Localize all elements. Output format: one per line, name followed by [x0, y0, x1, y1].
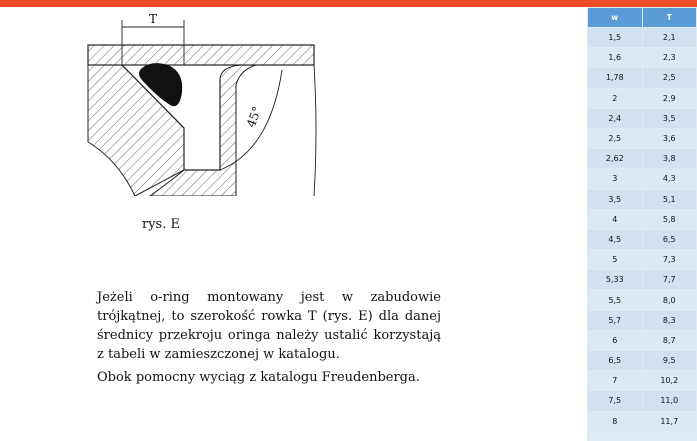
cell-w: 8 [588, 412, 642, 431]
table-row [588, 290, 696, 309]
figure-caption: rys. E [142, 217, 180, 232]
table-row [588, 129, 696, 148]
cell-t: 2,1 [643, 28, 697, 47]
cell-w: 7,5 [588, 391, 642, 410]
table-row [588, 391, 696, 410]
cell-t: 8,3 [643, 311, 697, 330]
table-row [588, 412, 696, 431]
triangular-groove-drawing [80, 10, 325, 196]
cell-t: 8,7 [643, 331, 697, 350]
cell-w: 2,4 [588, 109, 642, 128]
cell-t: 2,9 [643, 89, 697, 108]
cell-w: 3 [588, 169, 642, 188]
cell-t: 11,0 [643, 391, 697, 410]
table-row [588, 311, 696, 330]
table-row [588, 270, 696, 289]
cell-w: 1,5 [588, 28, 642, 47]
cell-w: 2 [588, 89, 642, 108]
body-text [97, 288, 441, 387]
cell-w: 5,7 [588, 311, 642, 330]
cell-t: 5,1 [643, 190, 697, 209]
cell-t: 4,3 [643, 169, 697, 188]
cell-t: 11,7 [643, 412, 697, 431]
paragraph-2: Obok pomocny wyciąg z katalogu Freudenberga. [97, 370, 420, 385]
cell-t: 8,0 [643, 290, 697, 309]
cell-t: 9,5 [643, 351, 697, 370]
break-line [314, 65, 316, 196]
cell-t: 5,8 [643, 210, 697, 229]
table-row [588, 250, 696, 269]
table-row [588, 190, 696, 209]
table-row [588, 89, 696, 108]
cell-w: 5,5 [588, 290, 642, 309]
table-row [588, 169, 696, 188]
table-row [588, 149, 696, 168]
cell-w: 2,5 [588, 129, 642, 148]
cell-w: 1,78 [588, 68, 642, 87]
table-row [588, 109, 696, 128]
cell-t: 7,3 [643, 250, 697, 269]
cell-t: 3,5 [643, 109, 697, 128]
header-t: T [643, 8, 697, 27]
table-row [588, 371, 696, 390]
cell-t: 2,3 [643, 48, 697, 67]
table-row [588, 48, 696, 67]
dimension-table [587, 7, 697, 441]
paragraph-1: Jeżeli o-ring montowany jest w zabudowie trójkątnej, to szerokość rowka T (rys. E) dla danej średnicy przekroju oringa należy ustalić korzystają z tabeli w zamieszczonej w katalogu. [97, 290, 441, 362]
table-row [588, 28, 696, 47]
cell-w: 5,33 [588, 270, 642, 289]
cell-t: 2,5 [643, 68, 697, 87]
cell-w: 6 [588, 331, 642, 350]
table-row [588, 68, 696, 87]
angle-label: 45° [243, 104, 265, 130]
cell-t: 3,8 [643, 149, 697, 168]
table-row [588, 210, 696, 229]
cell-w: 3,5 [588, 190, 642, 209]
table-row [588, 230, 696, 249]
cell-t: 6,5 [643, 230, 697, 249]
t-dimension-label: T [148, 12, 158, 26]
cell-w: 4,5 [588, 230, 642, 249]
table-row [588, 351, 696, 370]
cell-t: 7,7 [643, 270, 697, 289]
cell-w: 7 [588, 371, 642, 390]
cell-w: 4 [588, 210, 642, 229]
top-accent-bar [0, 0, 697, 7]
cell-w: 6,5 [588, 351, 642, 370]
cell-t: 10,2 [643, 371, 697, 390]
cell-w: 2,62 [588, 149, 642, 168]
table-row [588, 331, 696, 350]
cell-t: 3,6 [643, 129, 697, 148]
cell-w: 5 [588, 250, 642, 269]
cell-w: 1,6 [588, 48, 642, 67]
header-w: w [588, 8, 642, 27]
